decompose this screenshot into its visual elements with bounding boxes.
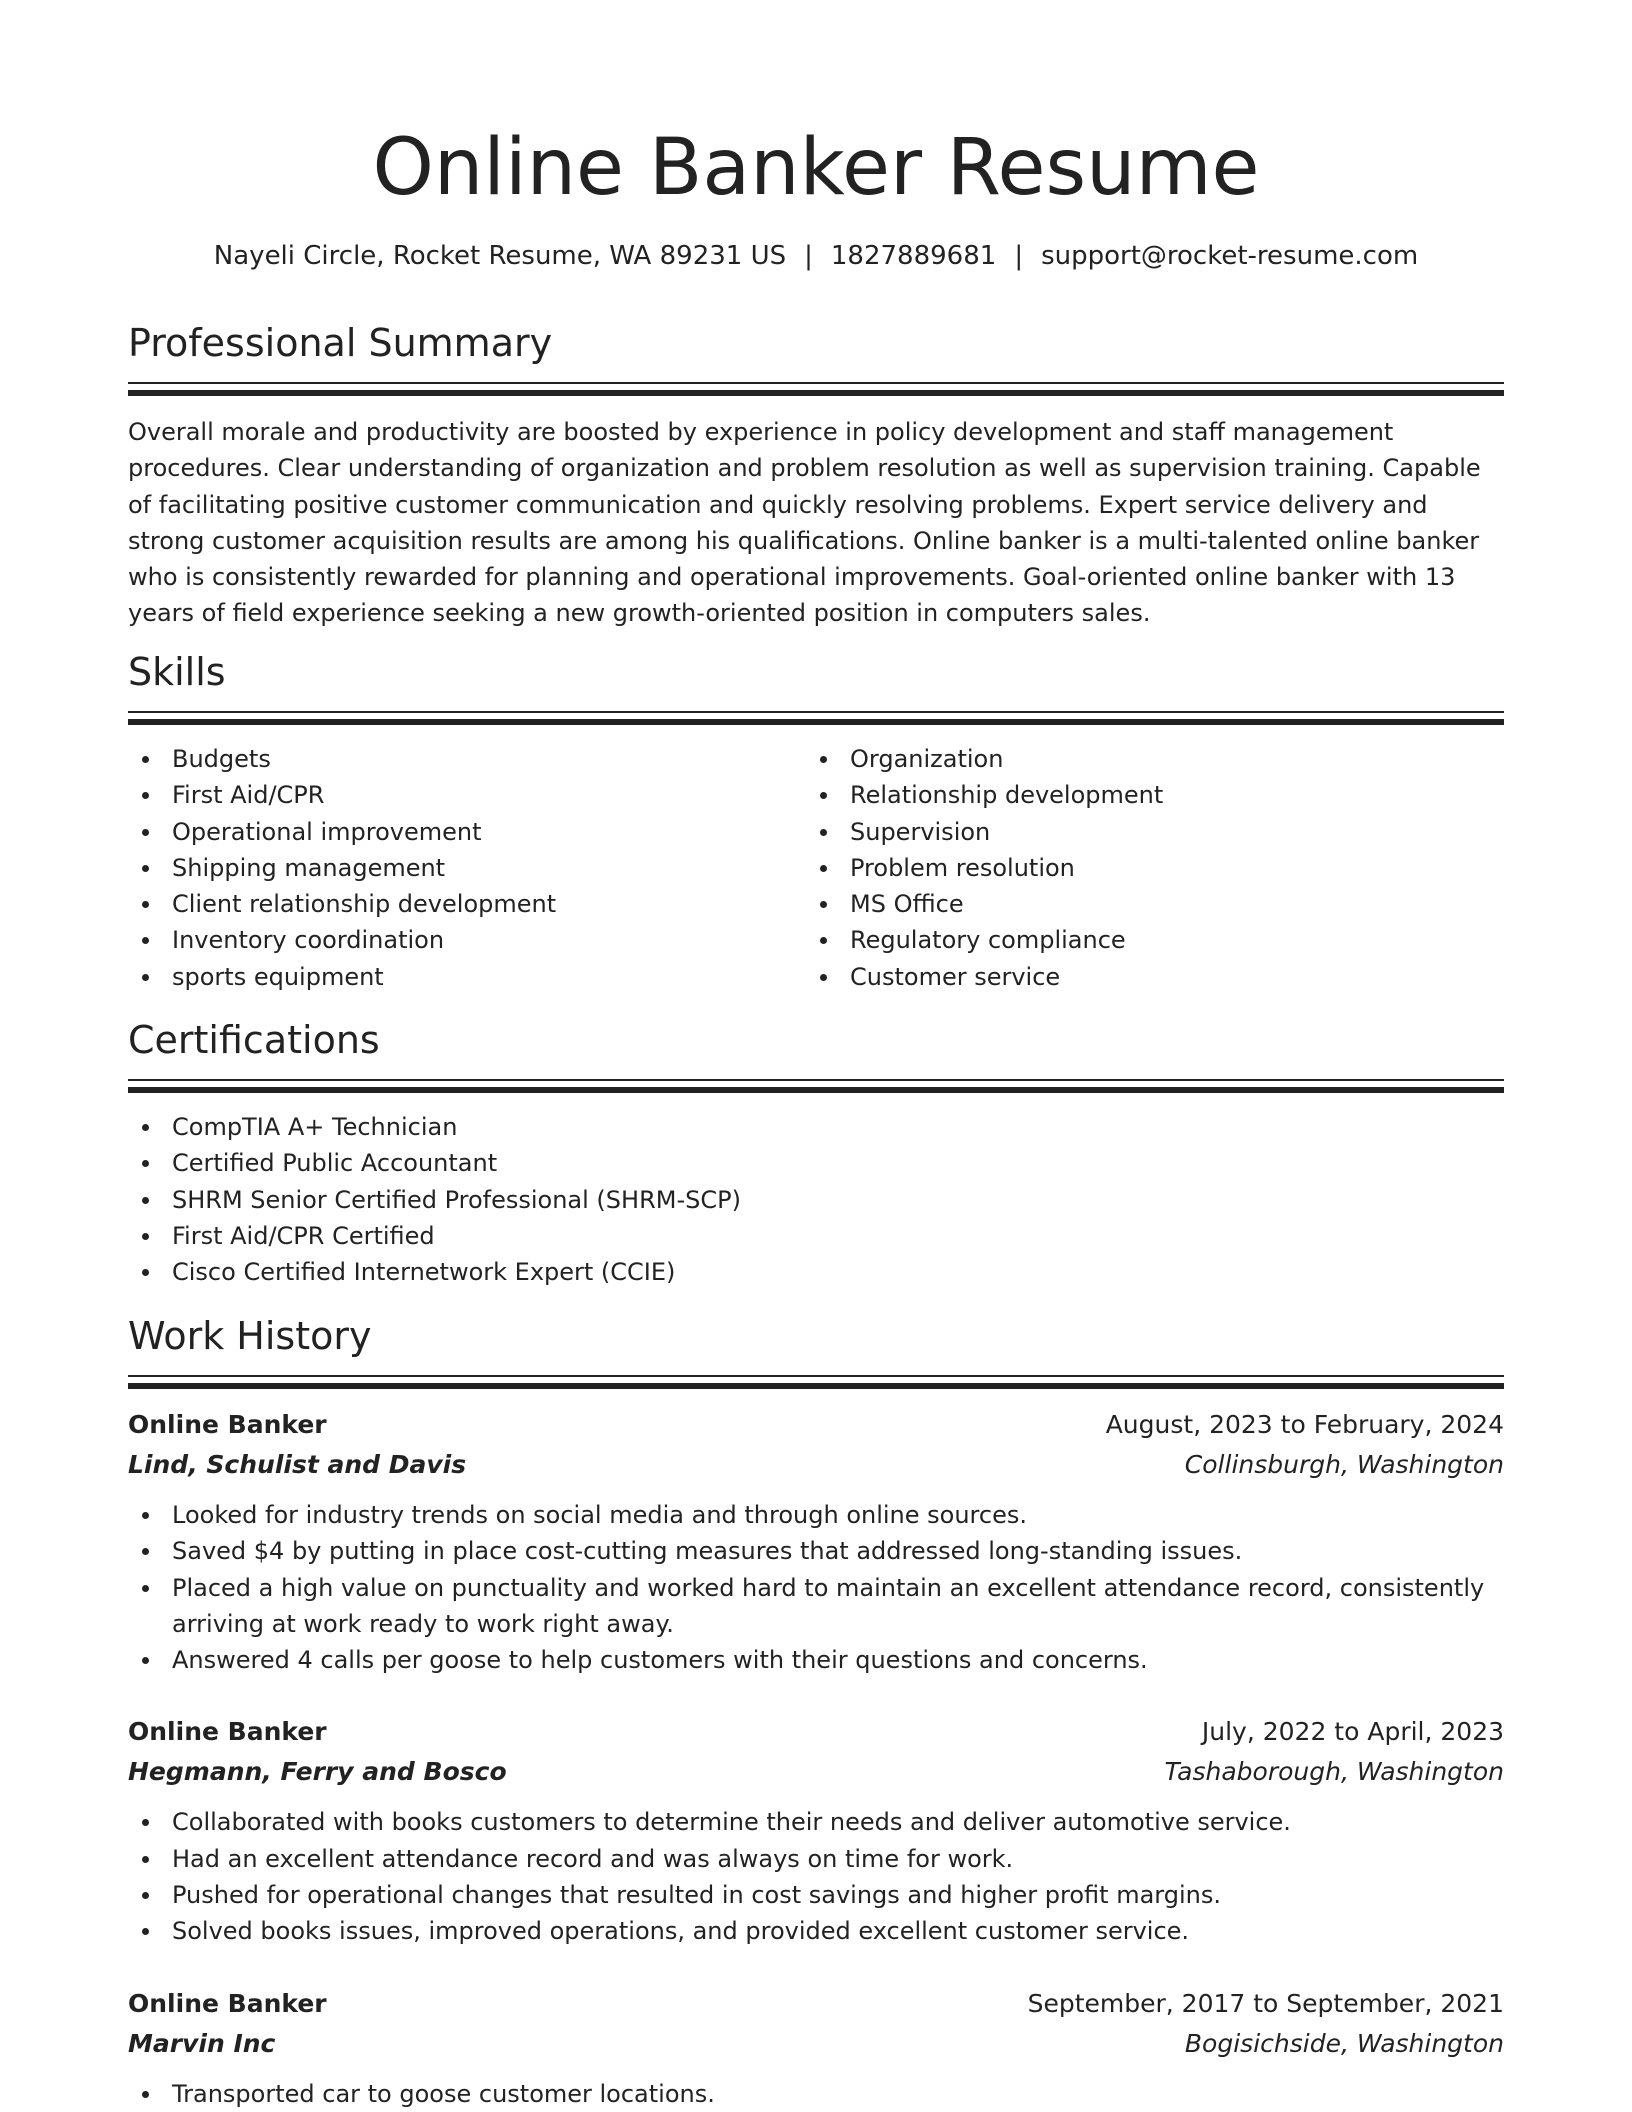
- skill-item: Budgets: [128, 741, 806, 777]
- skills-list-right: [806, 741, 1484, 995]
- section-divider: [128, 711, 1504, 727]
- skill-item: Shipping management: [128, 850, 806, 886]
- summary-section: [128, 318, 1504, 632]
- skills-section: [128, 647, 1504, 995]
- skill-item: Inventory coordination: [128, 922, 806, 958]
- job-company: Hegmann, Ferry and Bosco: [128, 1757, 507, 1787]
- job-dates: September, 2017 to September, 2021: [1027, 1988, 1504, 2018]
- job-entry: [128, 1712, 1504, 1949]
- job-title: Online Banker: [128, 1410, 327, 1439]
- skills-list-left: [128, 741, 806, 995]
- job-company: Marvin Inc: [128, 2028, 276, 2058]
- job-dates: July, 2022 to April, 2023: [1201, 1717, 1504, 1747]
- skill-item: Organization: [806, 741, 1484, 777]
- job-dates: August, 2023 to February, 2024: [1105, 1410, 1504, 1439]
- job-bullets: [128, 1497, 1504, 1678]
- skill-item: Supervision: [806, 814, 1484, 850]
- job-subheader: [128, 1445, 1504, 1485]
- contact-phone: 1827889681: [830, 241, 997, 271]
- job-bullet: Placed a high value on punctuality and worked hard to maintain an excellent attendance record, consistently arriving at work ready to work right away.: [128, 1570, 1504, 1643]
- skill-item: Client relationship development: [128, 886, 806, 922]
- certification-item: Cisco Certified Internetwork Expert (CCIE): [128, 1254, 1504, 1290]
- contact-separator: |: [804, 241, 813, 271]
- certification-item: First Aid/CPR Certified: [128, 1218, 1504, 1254]
- certification-item: Certified Public Accountant: [128, 1145, 1504, 1181]
- contact-address: Nayeli Circle, Rocket Resume, WA 89231 US: [213, 241, 787, 271]
- job-location: Collinsburgh, Washington: [1184, 1450, 1504, 1479]
- certification-item: CompTIA A+ Technician: [128, 1109, 1504, 1145]
- job-bullets: [128, 1804, 1504, 1949]
- job-bullet: Solved books issues, improved operations, and provided excellent customer service.: [128, 1913, 1504, 1949]
- job-location: Tashaborough, Washington: [1164, 1757, 1504, 1787]
- job-entry: [128, 1984, 1504, 2112]
- work-history-section: [128, 1311, 1504, 2112]
- job-header: [128, 1712, 1504, 1752]
- job-bullets: [128, 2076, 1504, 2112]
- skills-heading: Skills: [128, 650, 226, 694]
- summary-heading: Professional Summary: [128, 321, 553, 365]
- contact-line: [0, 236, 1632, 276]
- job-subheader: [128, 1752, 1504, 1792]
- certifications-list: [128, 1109, 1504, 1290]
- skill-item: Relationship development: [806, 777, 1484, 813]
- job-title: Online Banker: [128, 1717, 327, 1747]
- section-divider: [128, 382, 1504, 398]
- work-history-heading: Work History: [128, 1314, 372, 1358]
- job-title: Online Banker: [128, 1988, 327, 2018]
- skill-item: MS Office: [806, 886, 1484, 922]
- skill-item: Problem resolution: [806, 850, 1484, 886]
- job-header: [128, 1405, 1504, 1445]
- job-bullet: Pushed for operational changes that resulted in cost savings and higher profit margins.: [128, 1877, 1504, 1913]
- section-divider: [128, 1375, 1504, 1391]
- section-divider: [128, 1079, 1504, 1095]
- skill-item: Operational improvement: [128, 814, 806, 850]
- job-subheader: [128, 2024, 1504, 2064]
- job-header: [128, 1984, 1504, 2024]
- job-bullet: Looked for industry trends on social media and through online sources.: [128, 1497, 1504, 1533]
- job-bullet: Transported car to goose customer locations.: [128, 2076, 1504, 2112]
- certification-item: SHRM Senior Certified Professional (SHRM-SCP): [128, 1182, 1504, 1218]
- skill-item: Customer service: [806, 959, 1484, 995]
- skill-item: sports equipment: [128, 959, 806, 995]
- certifications-section: [128, 1015, 1504, 1290]
- skills-columns: [128, 741, 1504, 995]
- job-location: Bogisichside, Washington: [1184, 2028, 1504, 2058]
- contact-separator: |: [1014, 241, 1024, 271]
- skill-item: First Aid/CPR: [128, 777, 806, 813]
- summary-text: Overall morale and productivity are boosted by experience in policy development and staff management procedures. Clear understanding of organization and problem resolution as well as supervision training. Capable of facilitating positive customer communication and quickly resolving problems. Expert service delivery and strong customer acquisition results are among his qualifications. Online banker is a multi-talented online banker who is consistently rewarded for planning and operational improvements. Goal-oriented online banker with 13 years of field experience seeking a new growth-oriented position in computers sales.: [128, 418, 1481, 628]
- job-company: Lind, Schulist and Davis: [128, 1450, 467, 1479]
- job-bullet: Saved $4 by putting in place cost-cutting measures that addressed long-standing issues.: [128, 1533, 1504, 1569]
- job-bullet: Collaborated with books customers to determine their needs and deliver automotive service.: [128, 1804, 1504, 1840]
- skill-item: Regulatory compliance: [806, 922, 1484, 958]
- job-bullet: Had an excellent attendance record and was always on time for work.: [128, 1841, 1504, 1877]
- contact-email: support@rocket-resume.com: [1041, 241, 1419, 271]
- resume-title: Online Banker Resume: [372, 123, 1260, 213]
- certifications-heading: Certifications: [128, 1018, 380, 1062]
- job-bullet: Answered 4 calls per goose to help customers with their questions and concerns.: [128, 1642, 1504, 1678]
- job-entry: [128, 1405, 1504, 1678]
